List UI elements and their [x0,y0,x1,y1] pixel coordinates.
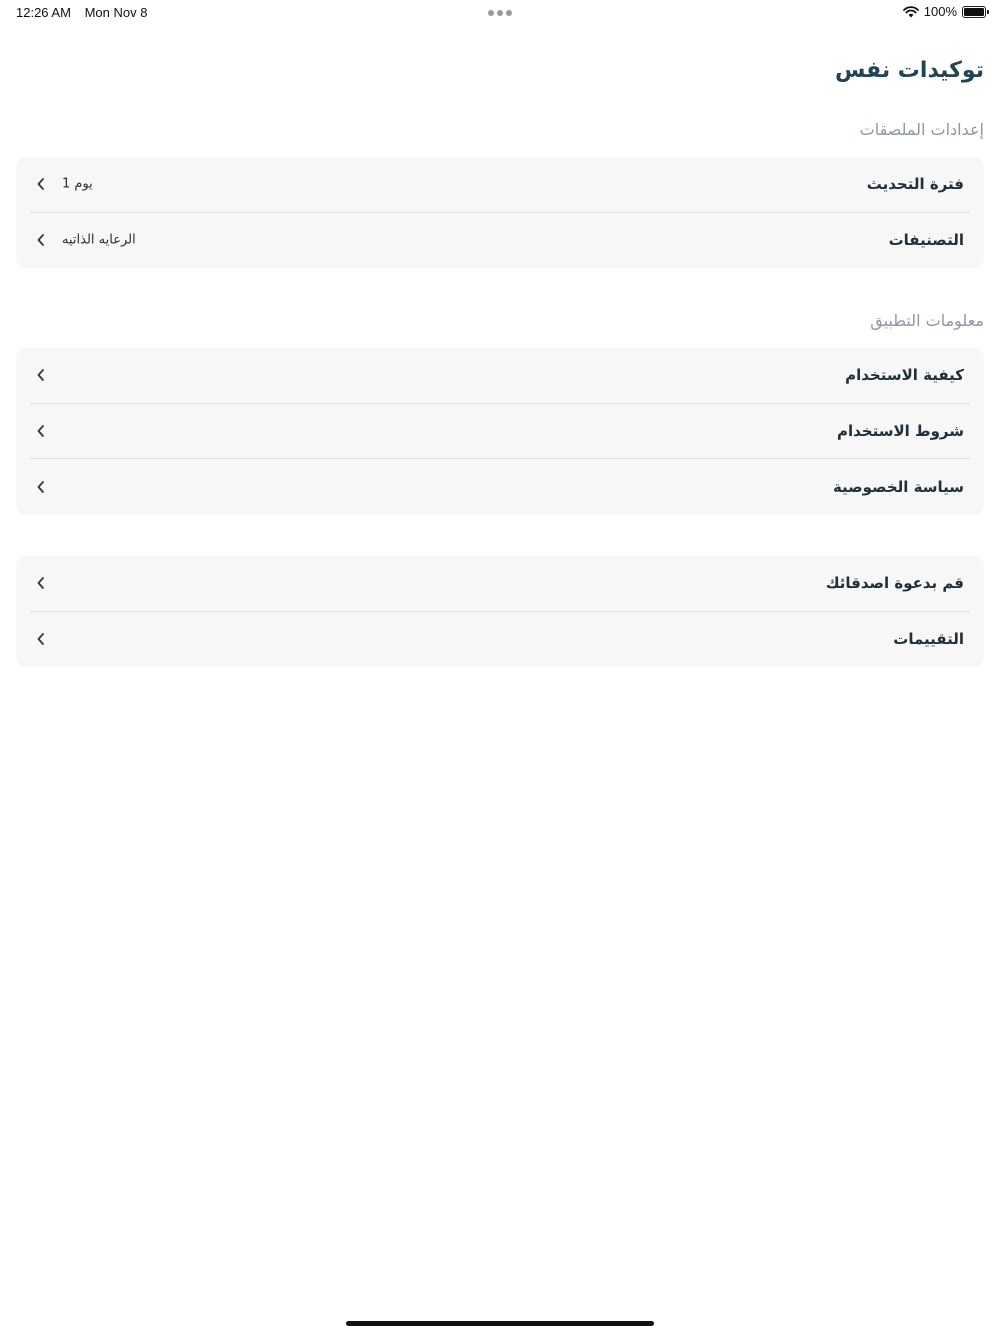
row-label: كيفية الاستخدام [845,366,964,385]
row-how-to-use[interactable] [30,348,970,404]
row-label: شروط الاستخدام [836,421,964,440]
status-date: Mon Nov 8 [84,5,148,20]
chevron-left-icon [36,368,46,382]
row-label: قم بدعوة اصدقائك [825,574,964,593]
battery-percentage: 100% [923,4,957,19]
section-header-sticker-settings: إعدادات الملصقات [859,120,984,139]
multitasking-dots-icon[interactable] [488,10,512,16]
chevron-left-icon [36,424,46,438]
chevron-left-icon [36,632,46,646]
row-label: التصنيفات [888,231,964,250]
chevron-left-icon [36,233,46,247]
wifi-icon [903,6,919,18]
app-info-group [16,348,984,515]
page-title: توكيدات نفس [834,58,984,83]
row-label: التقييمات [893,630,964,649]
home-indicator[interactable] [346,1321,654,1326]
section-header-app-info: معلومات التطبيق [870,311,984,330]
status-time: 12:26 AM [16,5,71,20]
more-group [16,556,984,667]
row-ratings[interactable] [30,612,970,668]
row-label: فترة التحديث [866,175,964,194]
row-value: يوم 1 [62,176,93,192]
sticker-settings-group [16,157,984,268]
row-label: سياسة الخصوصية [832,477,964,496]
row-terms-of-use[interactable] [30,404,970,460]
battery-icon [962,6,986,18]
chevron-left-icon [36,177,46,191]
row-categories[interactable] [30,213,970,269]
row-value: الرعايه الذاتيه [62,232,136,248]
status-indicators [903,4,986,19]
status-time-date [16,5,147,20]
row-invite-friends[interactable] [30,556,970,612]
chevron-left-icon [36,576,46,590]
row-update-period[interactable] [30,157,970,213]
status-bar [0,0,1000,24]
row-privacy-policy[interactable] [30,459,970,515]
chevron-left-icon [36,480,46,494]
